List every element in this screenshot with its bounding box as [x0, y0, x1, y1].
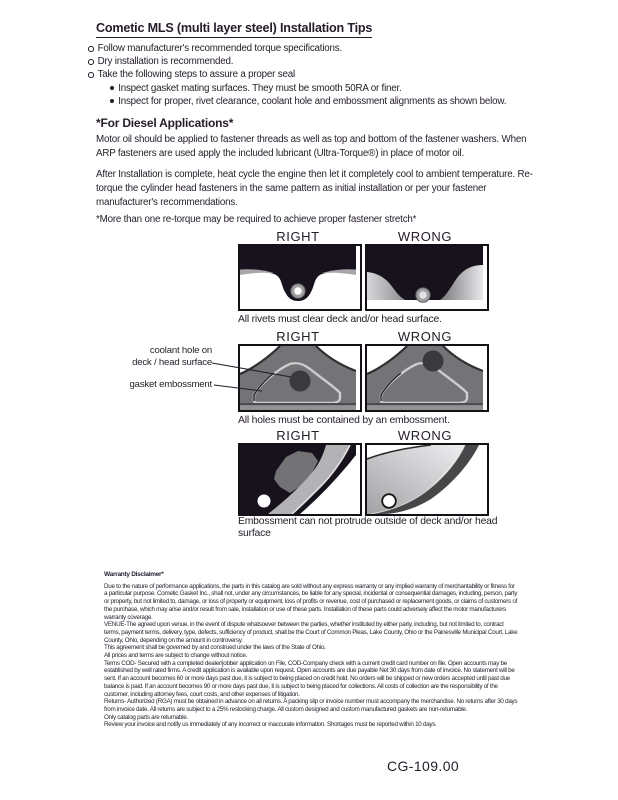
right-label: RIGHT	[276, 428, 320, 443]
bullet-circle-icon	[88, 72, 94, 78]
callout-leader-lines	[205, 355, 310, 405]
disclaimer-paragraph: Review your invoice and notify us immediately of any incorrect or inaccurate information. Shortages must be reported within 10 days.	[104, 721, 437, 729]
installation-tips-list	[88, 42, 568, 108]
disclaimer-paragraph: Due to the nature of performance applications, the parts in this catalog are sold without any express warranty or any implied warranty of merchantability or fitness for a particular purpose. Cometic Gasket Inc., shall not, under any circumstances, be liable for any special, incidental or consequential damages, including, person, party or property, but not limited to, damage, or loss of property or equipment, loss of profits or revenue, cost of purchased or replacement goods, or claims of customers of the purchase, which may arise and/or result from sale, installation or use of these parts. Installation of these parts could adversely affect the motor manufacturers warranty coverage.	[104, 582, 518, 621]
coolant-hole-callout	[60, 345, 212, 368]
diagram-caption: Embossment can not protrude outside of deck and/or head surface	[238, 516, 498, 539]
disclaimer-paragraph: Returns- Authorized (RGA) must be obtained in advance on all returns. A packing slip or invoice number must accompany the merchandise. No returns after 30 days from invoice date. All returns are subject to a 25% restocking charge. All custom designed and custom manufactured gaskets are non-returnable.	[104, 698, 518, 713]
disclaimer-paragraph: Terms COD- Secured with a completed dealer/jobber application on File, COD-Company check with a current credit card number on file. Open accounts may be established by well rated firms. A credit application is available upon request. Open accounts are due payable Net 30 days from date of invoice. No statement will be sent. If an account becomes 60 or more days past due, it is subject to being placed on credit hold. No orders will be shipped or new orders accepted until past due balance is paid. If an account becomes 90 or more days past due, it is subject to being placed for collections. All costs of collection are the responsibility of the customer, including attorney fees, court costs, and other expenses of litigation.	[104, 659, 515, 698]
disclaimer-heading: Warranty Disclaimer*	[104, 571, 164, 578]
disclaimer-paragraph: This agreement shall be governed by and construed under the laws of the State of Ohio.	[104, 644, 326, 652]
tip-text: Follow manufacturer's recommended torque specifications.	[97, 43, 343, 54]
tip-text: Inspect for proper, rivet clearance, coolant hole and embossment alignments as shown below.	[118, 95, 507, 107]
page-title: Cometic MLS (multi layer steel) Installation Tips	[96, 21, 372, 38]
rivet-wrong-diagram	[365, 244, 489, 311]
callout-text: coolant hole on	[149, 345, 212, 356]
protrusion-right-diagram	[238, 443, 362, 516]
list-item	[110, 82, 568, 95]
diesel-paragraph-1: Motor oil should be applied to fastener threads as well as top and bottom of the fastener washers. When ARP fasteners are used apply the included lubricant (Ultra-Torque®) in place of motor oil.	[96, 134, 527, 159]
disclaimer-paragraph: All prices and terms are subject to change without notice.	[104, 652, 248, 660]
right-label: RIGHT	[276, 229, 320, 244]
embossment-wrong-svg	[367, 346, 483, 410]
diesel-paragraph-2: After Installation is complete, heat cycle the engine then let it completely cool to ambient temperature. Re-torque the cylinder head fasteners in the same pattern as initial installation or per your fastener manufacturer's recommendations.	[96, 169, 533, 208]
document-number: CG-109.00	[387, 758, 460, 774]
retorque-note: *More than one re-torque may be required to achieve proper fastener stretch*	[96, 214, 417, 225]
embossment-wrong-diagram	[365, 344, 489, 412]
disclaimer-paragraph: Only catalog parts are returnable.	[104, 713, 188, 721]
warranty-disclaimer	[104, 571, 518, 729]
rivet-right-svg	[240, 246, 356, 309]
diagram-caption: All holes must be contained by an embossment.	[238, 415, 450, 426]
rivet-right-diagram	[238, 244, 362, 311]
bolt-hole	[258, 495, 271, 508]
diesel-heading: *For Diesel Applications*	[96, 116, 234, 130]
bolt-hole	[382, 494, 396, 508]
diagram-caption: All rivets must clear deck and/or head surface.	[238, 314, 442, 325]
disclaimer-paragraph: VENUE-The agreed upon venue, in the event of dispute whatsoever between the parties, whether instituted by either party, including, but not limited to, contract terms, payment terms, delivery, type, defects, sufficiency of product, shall be the Court of Common Pleas, Lake County, Ohio or the Painesville Municipal Court, Lake County, Ohio, depending on the amount in controversy.	[104, 621, 518, 644]
bullet-dot-icon	[110, 99, 114, 103]
gasket-embossment-callout	[60, 379, 212, 391]
callout-text: deck / head surface	[132, 356, 212, 368]
tip-text: Dry installation is recommended.	[97, 56, 234, 68]
right-label: RIGHT	[276, 329, 320, 344]
list-item	[88, 42, 568, 55]
coolant-hole	[423, 351, 444, 372]
rivet-wrong-svg	[367, 246, 483, 309]
wrong-label: WRONG	[397, 329, 453, 344]
bullet-circle-icon	[88, 59, 94, 65]
list-item	[110, 95, 568, 108]
bullet-circle-icon	[88, 46, 94, 52]
list-item	[88, 55, 568, 68]
tip-text: Take the following steps to assure a proper seal	[97, 69, 295, 81]
list-item	[88, 68, 568, 81]
protrusion-right-svg	[240, 445, 356, 514]
wrong-label: WRONG	[397, 229, 453, 244]
protrusion-wrong-svg	[367, 445, 483, 514]
wrong-label: WRONG	[397, 428, 453, 443]
tip-text: Inspect gasket mating surfaces. They must be smooth 50RA or finer.	[118, 82, 402, 94]
protrusion-wrong-diagram	[365, 443, 489, 516]
bullet-dot-icon	[110, 86, 114, 90]
callout-text: gasket embossment	[129, 379, 212, 390]
